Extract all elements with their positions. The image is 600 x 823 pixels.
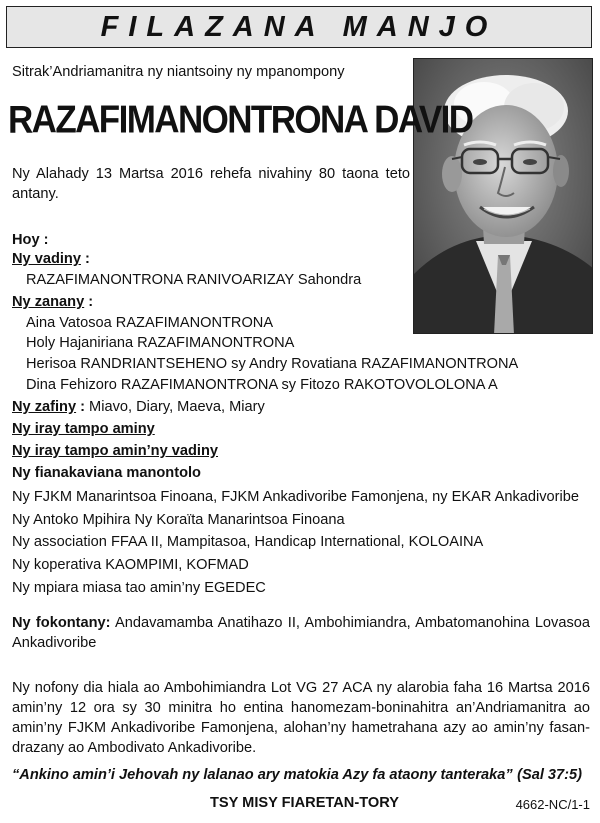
- vady-heading: [12, 249, 90, 269]
- intro-line: Sitrak’Andriamanitra ny niantsoiny ny mpanompony: [12, 64, 345, 80]
- zanany-heading: [12, 292, 93, 312]
- header-title: FILAZANA MANJO: [100, 10, 498, 43]
- group-line: Ny koperativa KAOMPIMI, KOFMAD: [12, 557, 249, 573]
- quote-text: “Ankino amin’i Jehovah ny lalanao ary matokia Azy fa ataony tanteraka”: [12, 767, 513, 783]
- vady-name: RAZAFIMANONTRONA RANIVOARIZAY Sahondra: [26, 272, 362, 288]
- iray-tampo-vadiny-line: Ny iray tampo amin’ny vadiny: [12, 443, 219, 459]
- zafiny-suffix: :: [76, 399, 85, 415]
- fokontany-text: Andavamamba Anatihazo II, Ambohimiandra, Ambatomanohina Lovasoa Ankadivoribe: [12, 615, 590, 651]
- zanany-name: Dina Fehizoro RAZAFIMANONTRONA sy Fitozo RAKOTOVOLOLONA A: [26, 377, 498, 393]
- zafiny-label: Ny zafiny: [12, 399, 77, 415]
- closing-note: TSY MISY FIARETAN-TORY: [210, 795, 399, 811]
- zafiny-line: [12, 397, 265, 417]
- zanany-name: Aina Vatosoa RAZAFIMANONTRONA: [26, 315, 274, 331]
- fokontany-paragraph: [12, 613, 590, 653]
- zanany-suffix: :: [84, 294, 94, 310]
- zanany-name: Holy Hajaniriana RAZAFIMANONTRONA: [26, 335, 295, 351]
- fokontany-label: Ny fokontany:: [12, 615, 111, 631]
- quote-reference: (Sal 37:5): [517, 767, 582, 783]
- zanany-name: Herisoa RANDRIANTSEHENO sy Andry Rovatiana RAZAFIMANONTRONA: [26, 356, 519, 372]
- deceased-name: RAZAFIMANONTRONA DAVID: [8, 98, 473, 142]
- vady-label: Ny vadiny: [12, 251, 81, 267]
- zanany-label: Ny zanany: [12, 294, 85, 310]
- vady-suffix: :: [80, 251, 90, 267]
- burial-paragraph: Ny nofony dia hiala ao Ambohimiandra Lot VG 27 ACA ny alarobia faha 16 Martsa 2016 amin’ny 12 ora sy 30 minitra ho entina hanomezam-boninahitra an’Andriamanitra ao amin’ny FJKM Ankadivoribe Famonjena, alohan’ny hametrahana azy ao amin’ny fasan-drazany ao Ambodivato Ankadivoribe.: [12, 680, 590, 756]
- group-line: Ny Antoko Mpihira Ny Koraïta Manarintsoa Finoana: [12, 512, 345, 528]
- zafiny-names: Miavo, Diary, Maeva, Miary: [85, 399, 265, 415]
- group-line: Ny FJKM Manarintsoa Finoana, FJKM Ankadivoribe Famonjena, ny EKAR Ankadivoribe: [12, 489, 579, 505]
- scripture-quote: [12, 767, 590, 783]
- group-line: Ny association FFAA II, Mampitasoa, Handicap International, KOLOAINA: [12, 534, 484, 550]
- group-line: Ny mpiara miasa tao amin’ny EGEDEC: [12, 580, 266, 596]
- notice-reference: 4662-NC/1-1: [515, 797, 590, 812]
- header-banner: [6, 6, 592, 48]
- iray-tampo-line: Ny iray tampo aminy: [12, 421, 155, 437]
- fianakaviana-line: Ny fianakaviana manontolo: [12, 465, 201, 481]
- hoy-label: Hoy :: [12, 232, 49, 248]
- date-line: Ny Alahady 13 Martsa 2016 rehefa nivahiny 80 taona teto antany.: [12, 166, 410, 202]
